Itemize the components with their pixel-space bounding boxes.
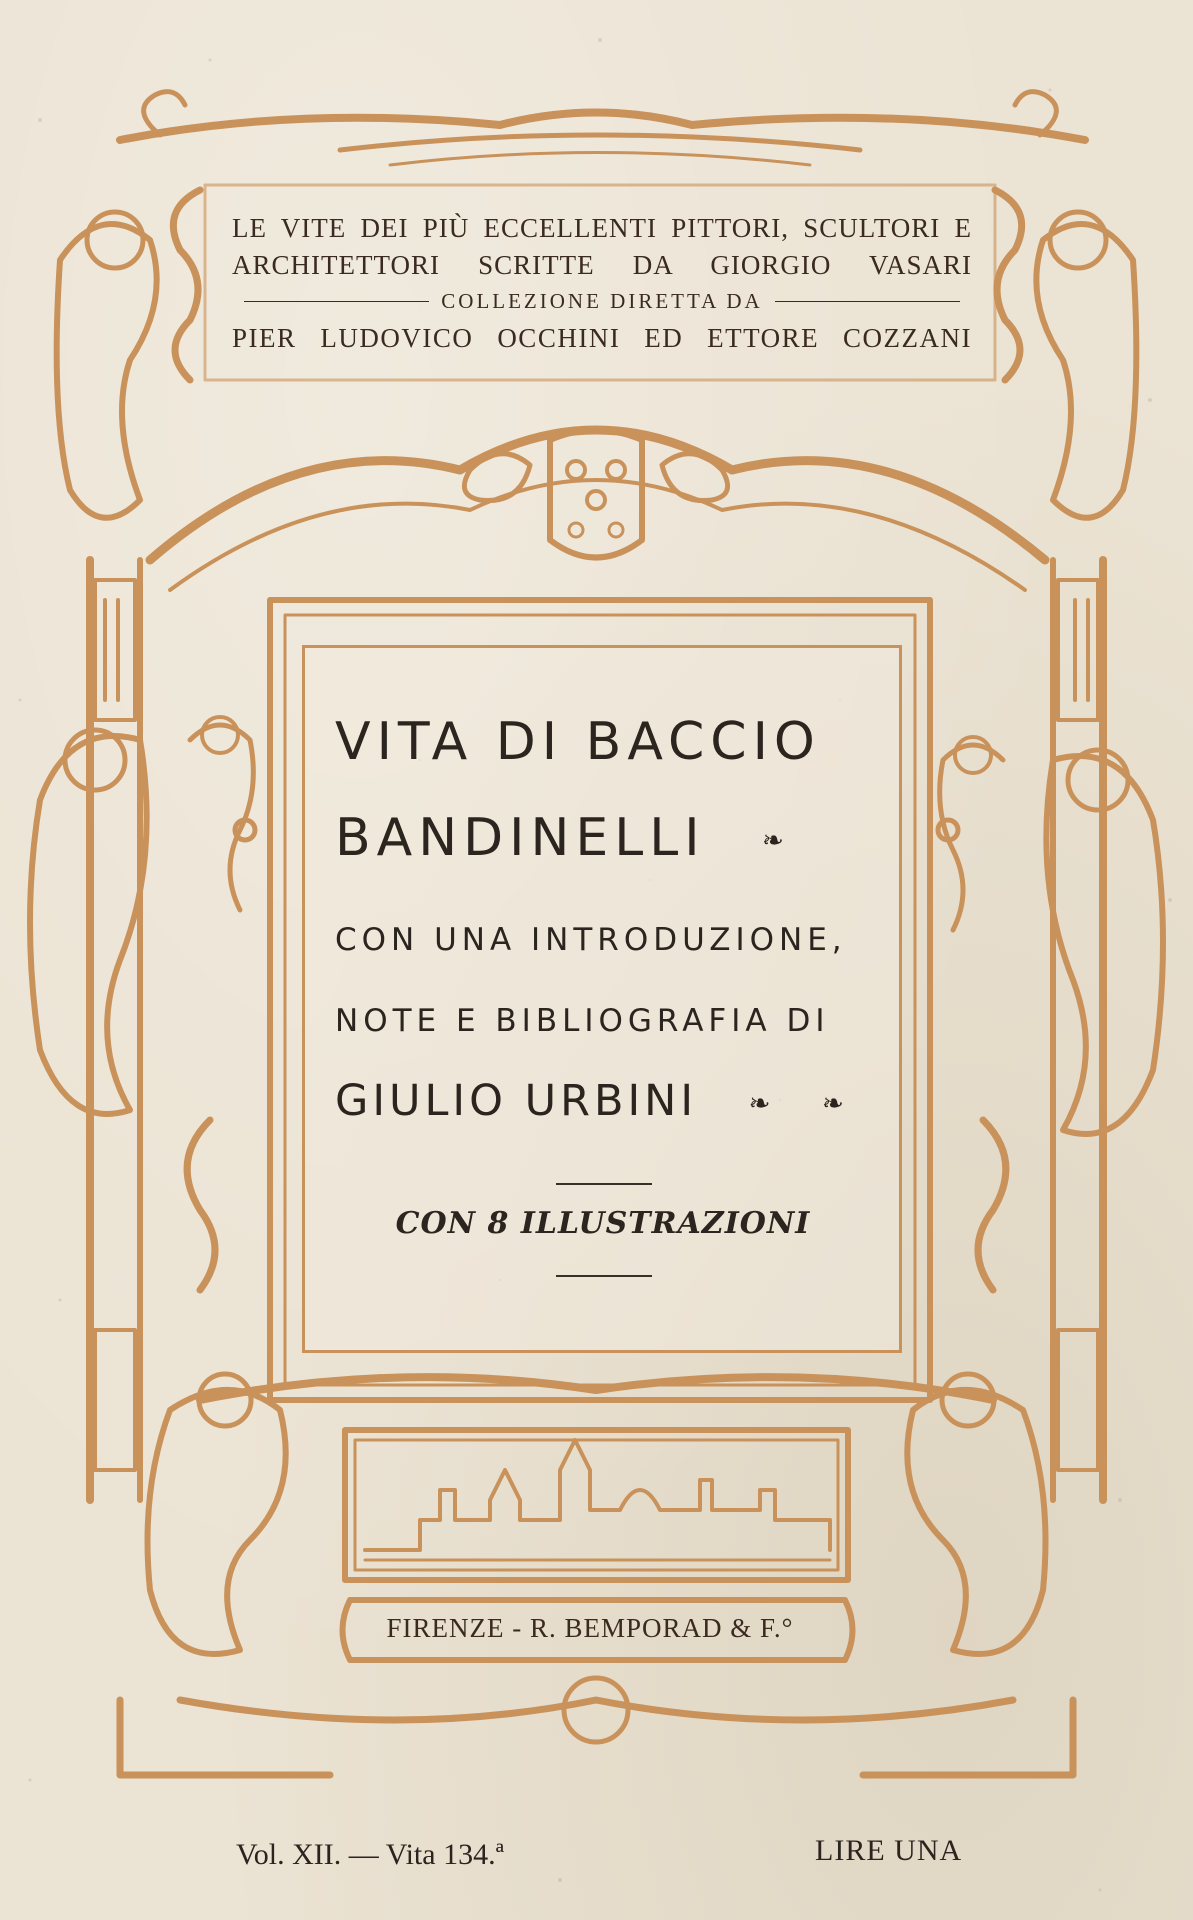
author-name: GIULIO URBINI	[335, 1076, 698, 1126]
fleuron-icon: ❧	[762, 826, 790, 856]
introduction-line: CON UNA INTRODUZIONE,	[335, 922, 847, 958]
illustrations-note: CON 8 ILLUSTRAZIONI	[395, 1206, 811, 1241]
series-editor-caption-text: COLLEZIONE DIRETTA DA	[441, 289, 763, 313]
author-line	[335, 1076, 895, 1126]
bibliography-line: NOTE E BIBLIOGRAFIA DI	[335, 1003, 830, 1039]
series-editor-caption	[232, 284, 972, 318]
series-editors: PIER LUDOVICO OCCHINI ED ETTORE COZZANI	[232, 323, 972, 353]
publisher-imprint: FIRENZE - R. BEMPORAD & F.°	[386, 1613, 794, 1643]
book-title-line-1: VITA DI BACCIO	[335, 712, 821, 772]
divider-rule	[556, 1275, 652, 1277]
divider-rule	[556, 1183, 652, 1185]
volume-number: Vol. XII. — Vita 134.ª	[236, 1838, 504, 1871]
series-title-line-1: LE VITE DEI PIÙ ECCELLENTI PITTORI, SCULTORI E	[232, 213, 972, 243]
fleuron-icon: ❧	[822, 1088, 848, 1119]
right-rule	[775, 301, 960, 302]
left-rule	[244, 301, 429, 302]
book-title-line-2	[335, 808, 895, 868]
fleuron-icon: ❧	[748, 1088, 775, 1119]
price: LIRE UNA	[815, 1834, 963, 1867]
series-title-line-2: ARCHITETTORI SCRITTE DA GIORGIO VASARI	[232, 250, 972, 280]
book-title-name: BANDINELLI	[335, 808, 706, 868]
series-header	[232, 210, 972, 358]
